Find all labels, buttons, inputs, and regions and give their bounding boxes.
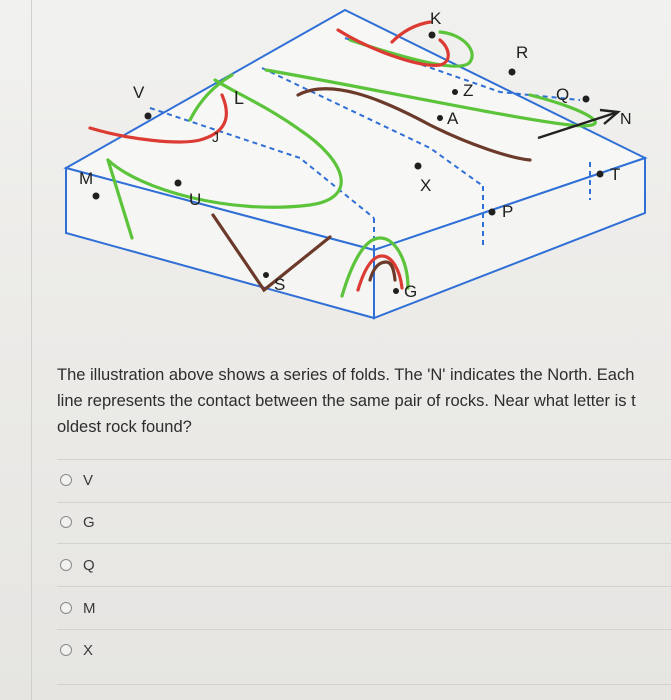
divider-bottom	[57, 684, 671, 685]
label-z: Z	[463, 81, 474, 100]
dot-t	[597, 171, 604, 178]
divider	[57, 586, 671, 587]
label-u: U	[189, 190, 202, 209]
label-m: M	[79, 169, 94, 188]
label-a: A	[447, 109, 459, 128]
divider-top	[57, 459, 671, 460]
answer-label: Q	[83, 556, 95, 574]
dot-z	[452, 89, 458, 95]
dot-v	[145, 113, 152, 120]
divider	[57, 543, 671, 544]
label-k: K	[430, 9, 442, 28]
divider	[57, 629, 671, 630]
answer-option-q[interactable]	[60, 553, 310, 577]
radio-button[interactable]	[60, 644, 72, 656]
answer-label: G	[83, 513, 95, 531]
dot-r	[509, 69, 516, 76]
answer-option-v[interactable]	[60, 468, 310, 492]
answer-option-x[interactable]	[60, 638, 310, 662]
label-r: R	[516, 43, 529, 62]
question-text: The illustration above shows a series of folds. The 'N' indicates the North. Each line represents the contact between the same pair of rocks. Near what letter is t oldest rock found?	[57, 366, 636, 436]
dot-m	[93, 193, 100, 200]
dot-q	[583, 96, 590, 103]
label-t: T	[610, 165, 621, 184]
label-p: P	[502, 202, 514, 221]
dot-a	[437, 115, 443, 121]
answer-label: M	[83, 599, 96, 617]
label-x: X	[420, 176, 432, 195]
dot-p	[489, 209, 496, 216]
radio-button[interactable]	[60, 516, 72, 528]
radio-button[interactable]	[60, 602, 72, 614]
radio-button[interactable]	[60, 474, 72, 486]
label-g: G	[404, 282, 418, 301]
label-n: N	[620, 111, 632, 128]
label-v: V	[133, 83, 145, 102]
answer-option-m[interactable]	[60, 596, 310, 620]
answer-option-g[interactable]	[60, 510, 310, 534]
dot-g	[393, 288, 399, 294]
block-outline	[66, 10, 645, 318]
dot-x	[415, 163, 422, 170]
label-j: J	[212, 129, 219, 145]
label-q: Q	[556, 85, 570, 104]
radio-button[interactable]	[60, 559, 72, 571]
label-l: L	[234, 88, 245, 108]
answer-label: X	[83, 641, 94, 659]
fold-diagram	[32, 0, 671, 330]
label-s: S	[274, 275, 286, 294]
answer-label: V	[83, 471, 94, 489]
dot-u	[175, 180, 182, 187]
dot-k	[429, 32, 436, 39]
divider	[57, 502, 671, 503]
fold-block-diagram	[32, 0, 671, 330]
dot-s	[263, 272, 269, 278]
